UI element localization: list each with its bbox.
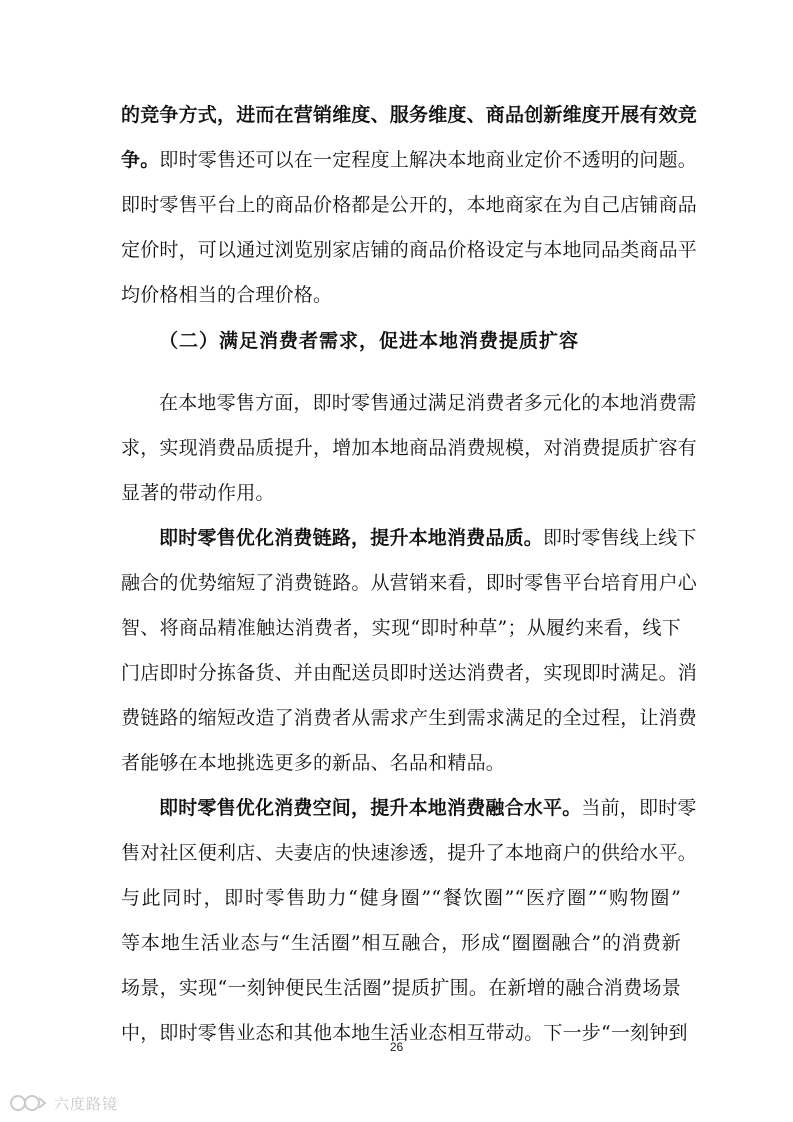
- paragraph-4-line-3: 与此同时，即时零售助力“健身圈”“餐饮圈”“医疗圈”“购物圈”: [121, 887, 681, 909]
- paragraph-4-line-4: 等本地生活业态与“生活圈”相互融合，形成“圈圈融合”的消费新: [121, 932, 681, 954]
- paragraph-3-line-5: 费链路的缩短改造了消费者从需求产生到需求满足的全过程，让消费: [121, 707, 698, 729]
- watermark: [8, 1090, 118, 1116]
- paragraph-1-line-1: 的竞争方式，进而在营销维度、服务维度、商品创新维度开展有效竞: [121, 104, 698, 126]
- watermark-logo-icon: [8, 1092, 48, 1114]
- paragraph-1-line-4: 定价时，可以通过浏览别家店铺的商品价格设定与本地同品类商品平: [121, 239, 698, 261]
- paragraph-3-line-6: 者能够在本地挑选更多的新品、名品和精品。: [121, 752, 506, 774]
- page-number: 26: [389, 1040, 404, 1054]
- paragraph-4-line-6: 中，即时零售业态和其他本地生活业态相互带动。下一步“一刻钟到: [121, 1022, 688, 1044]
- paragraph-3-line-3: 智、将商品精准触达消费者，实现“即时种草”；从履约来看，线下: [121, 617, 681, 639]
- paragraph-3-line-4: 门店即时分拣备货、并由配送员即时送达消费者，实现即时满足。消: [121, 662, 698, 684]
- paragraph-2-line-1: 在本地零售方面，即时零售通过满足消费者多元化的本地消费需: [159, 392, 697, 414]
- paragraph-3-line-1: 即时零售优化消费链路，提升本地消费品质。即时零售线上线下: [159, 527, 697, 549]
- section-heading: （二）满足消费者需求，促进本地消费提质扩容: [159, 330, 580, 352]
- paragraph-1-line-5: 均价格相当的合理价格。: [121, 284, 333, 306]
- watermark-text: 六度路镜: [54, 1094, 119, 1113]
- paragraph-4-line-2: 售对社区便利店、夫妻店的快速渗透，提升了本地商户的供给水平。: [121, 842, 698, 864]
- paragraph-2-line-3: 显著的带动作用。: [121, 482, 275, 504]
- paragraph-1-line-2: 争。即时零售还可以在一定程度上解决本地商业定价不透明的问题。: [121, 149, 698, 171]
- paragraph-2-line-2: 求，实现消费品质提升，增加本地商品消费规模，对消费提质扩容有: [121, 437, 698, 459]
- paragraph-3-line-2: 融合的优势缩短了消费链路。从营销来看，即时零售平台培育用户心: [121, 572, 698, 594]
- paragraph-1-line-3: 即时零售平台上的商品价格都是公开的，本地商家在为自己店铺商品: [121, 194, 698, 216]
- paragraph-4-line-5: 场景，实现“一刻钟便民生活圈”提质扩围。在新增的融合消费场景: [121, 977, 681, 999]
- paragraph-4-line-1: 即时零售优化消费空间，提升本地消费融合水平。当前，即时零: [159, 797, 697, 819]
